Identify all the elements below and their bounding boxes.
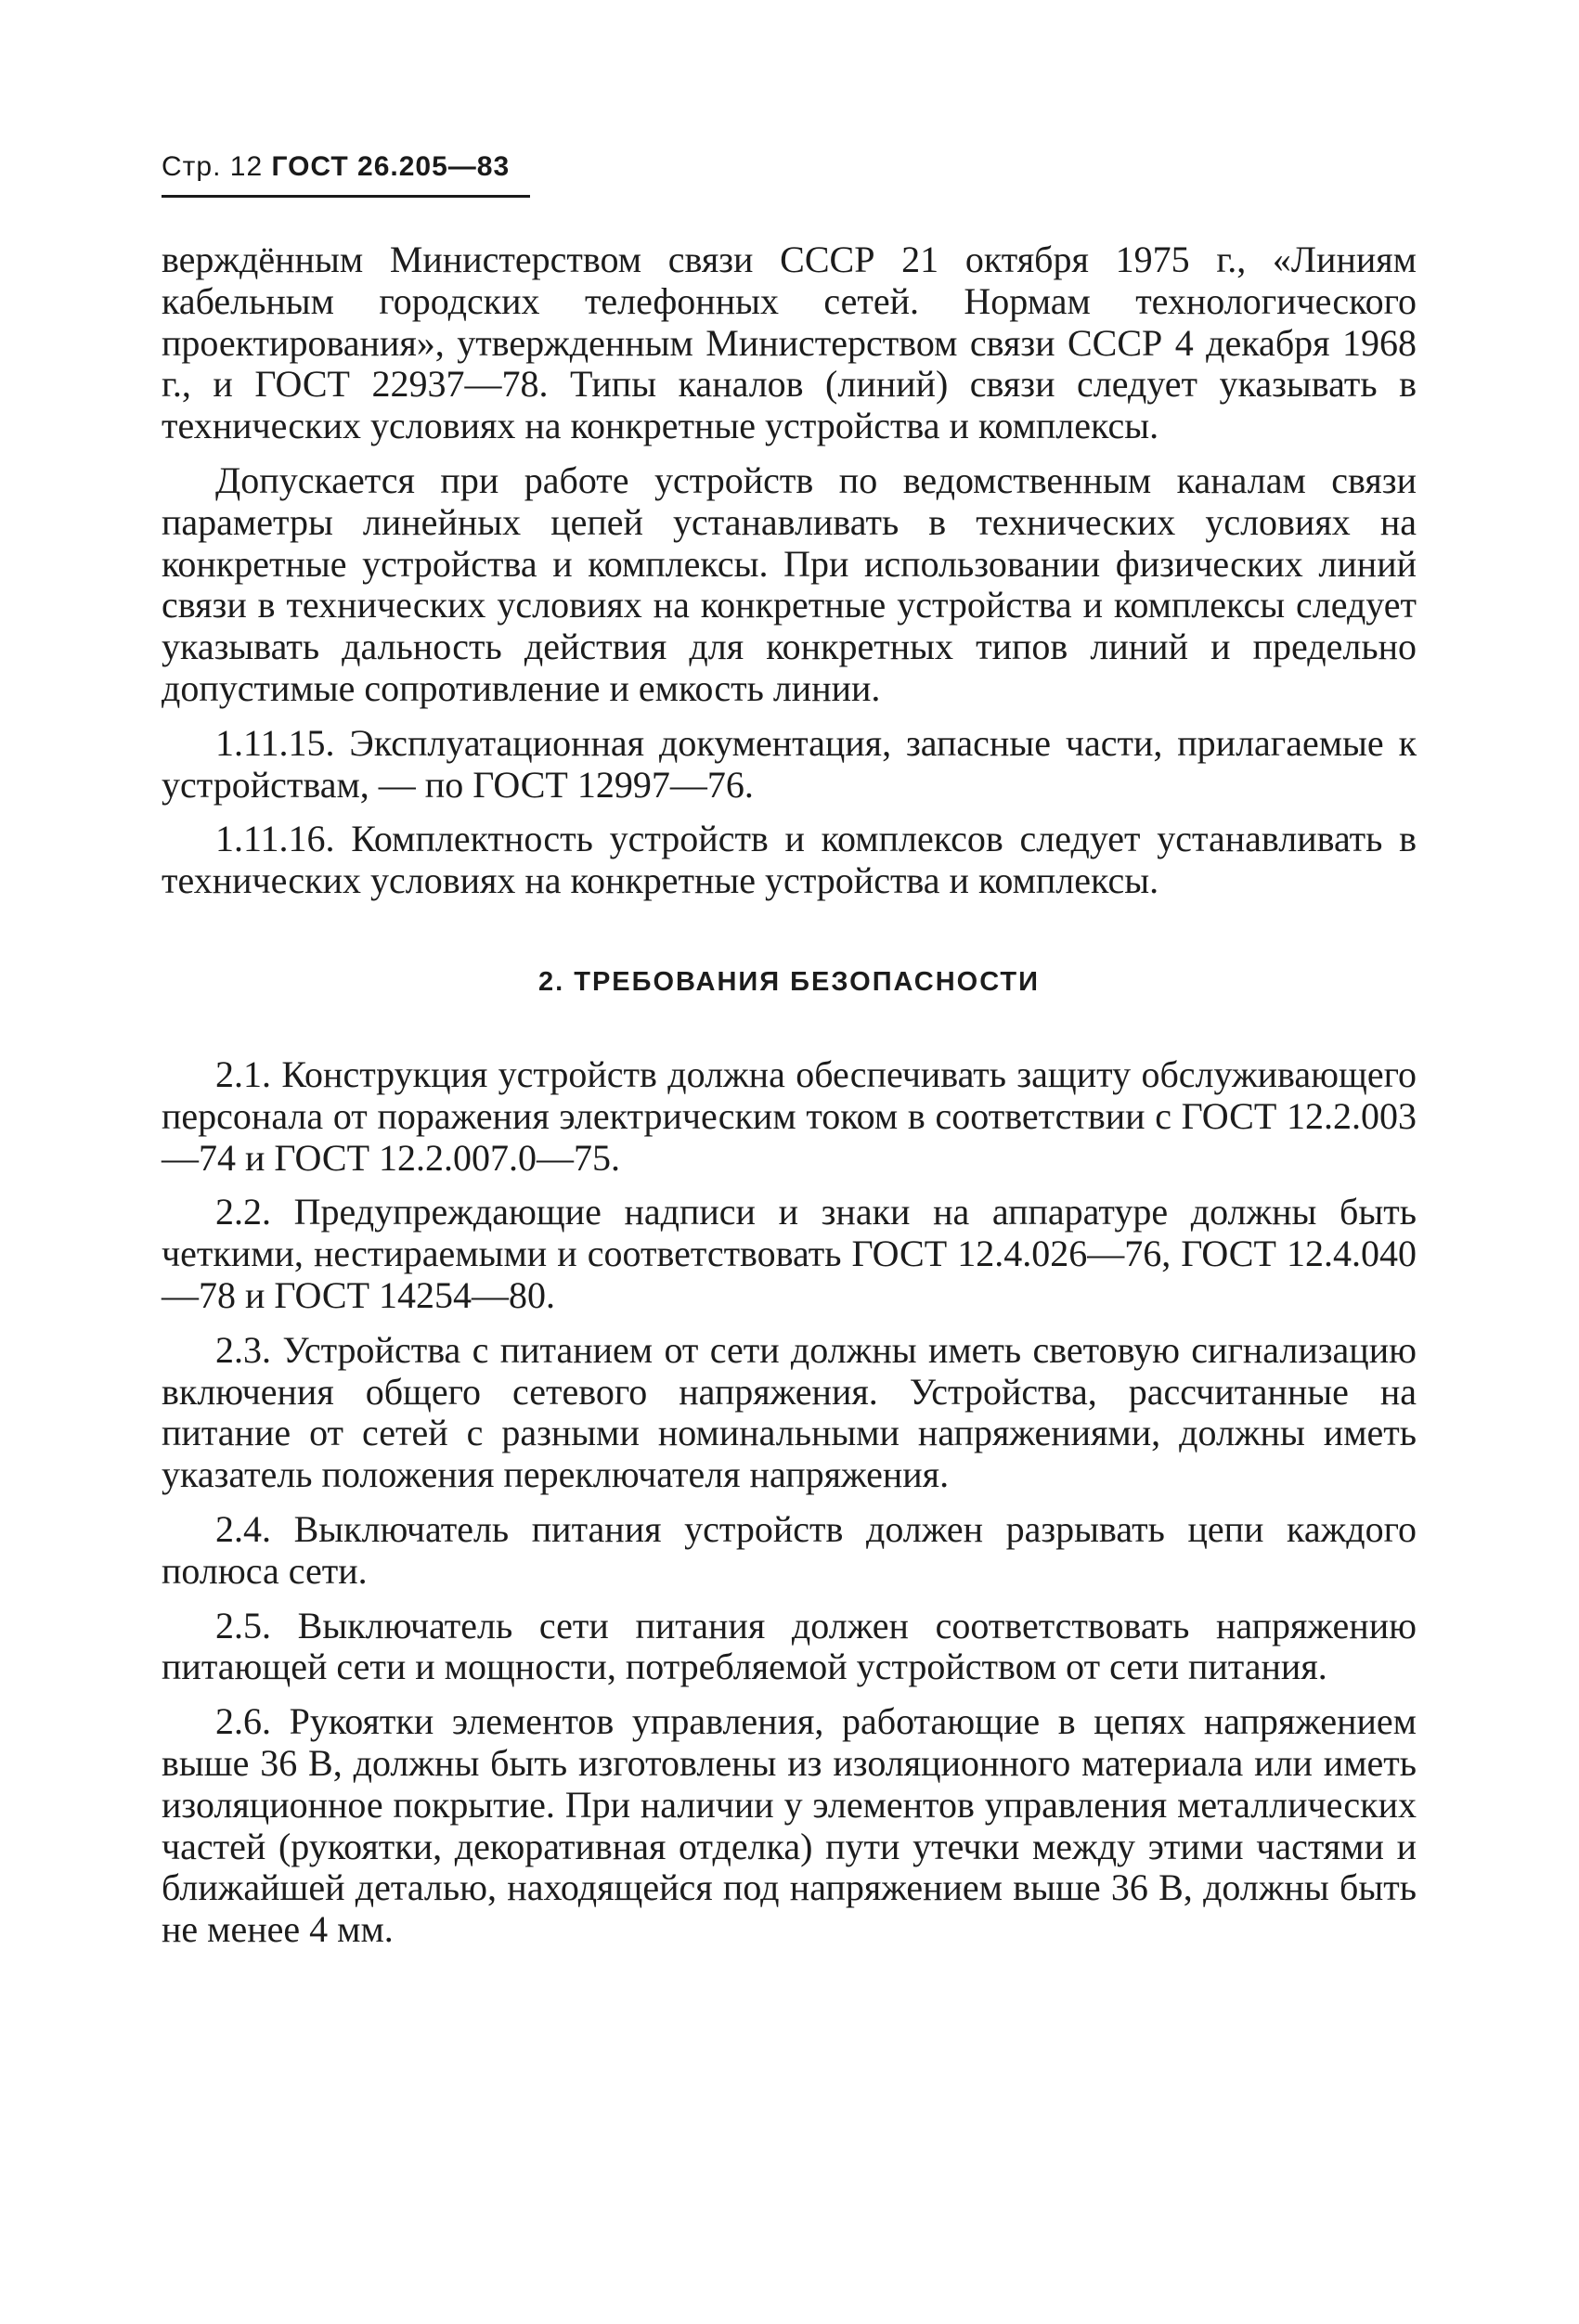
clause-1-11-15: 1.11.15. Эксплуатационная документация, запасные части, прилагаемые к устройствам, — по ГОСТ 12997—76. (162, 721, 1417, 806)
clause-1-11-16: 1.11.16. Комплектность устройств и комплексов следует устанавливать в технических условиях на конкретные устройства и комплексы. (162, 818, 1417, 902)
paragraph-line-parameters: Допускается при работе устройств по ведомственным каналам связи параметры линейных цепей устанавливать в технических условиях на конкретные устройства и комплексы. При использовании физических линий связи в технических условиях на конкретные устройства и комплексы следует указывать дальность действия для конкретных типов линий и предельно допустимые сопротивление и емкость линии. (162, 458, 1417, 709)
section-title-safety: 2. ТРЕБОВАНИЯ БЕЗОПАСНОСТИ (538, 966, 1040, 997)
page-number-label: Стр. 12 (162, 151, 264, 182)
clause-2-5: 2.5. Выключатель сети питания должен соответствовать напряжению питающей сети и мощности, потребляемой устройством от сети питания. (162, 1604, 1417, 1688)
header-rule (162, 195, 530, 198)
page-header (162, 151, 533, 183)
clause-2-3: 2.3. Устройства с питанием от сети должны иметь световую сигнализацию включения общего сетевого напряжения. Устройства, рассчитанные на питание от сетей с разными номинальными напряжениями, должны иметь указатель положения переключателя напряжения. (162, 1328, 1417, 1496)
clause-2-2: 2.2. Предупреждающие надписи и знаки на аппаратуре должны быть четкими, нестираемыми и соответствовать ГОСТ 12.4.026—76, ГОСТ 12.4.040—78 и ГОСТ 14254—80. (162, 1191, 1417, 1316)
clause-2-4: 2.4. Выключатель питания устройств должен разрывать цепи каждого полюса сети. (162, 1507, 1417, 1592)
paragraph-continuation: верждённым Министерством связи СССР 21 октября 1975 г., «Линиям кабельным городских телефонных сетей. Нормам технологического проектирования», утвержденным Министерством связи СССР 4 декабря 1968 г., и ГОСТ 22937—78. Типы каналов (линий) связи следует указывать в технических условиях на конкретные устройства и комплексы. (162, 239, 1417, 447)
standard-code: ГОСТ 26.205—83 (271, 151, 511, 182)
body-text (162, 239, 1417, 1951)
clause-2-1: 2.1. Конструкция устройств должна обеспечивать защиту обслуживающего персонала от поражения электрическим током в соответствии с ГОСТ 12.2.003—74 и ГОСТ 12.2.007.0—75. (162, 1052, 1417, 1179)
clause-2-6: 2.6. Рукоятки элементов управления, работающие в цепях напряжением выше 36 В, должны быть изготовлены из изоляционного материала или иметь изоляционное покрытие. При наличии у элементов управления металлических частей (рукоятки, декоративная отделка) пути утечки между этими частями и ближайшей деталью, находящейся под напряжением выше 36 В, должны быть не менее 4 мм. (162, 1700, 1417, 1951)
